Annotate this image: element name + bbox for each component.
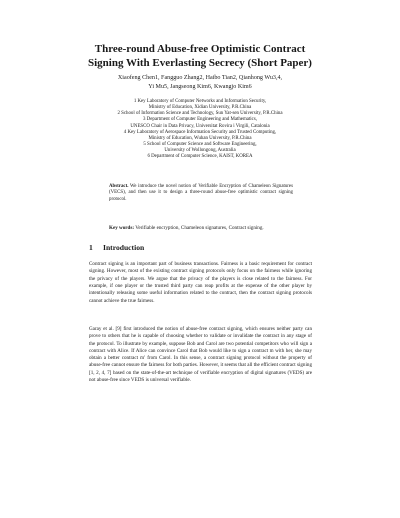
affiliation-line: 3 Department of Computer Engineering and Mathematics, [143,117,257,123]
abstract [109,184,293,203]
affiliation-line: 2 School of Information Science and Technology, Sun Yat-sen University, P.R.China [117,111,283,117]
paper-title [40,43,360,70]
affiliation-line: Ministry of Education, Wuhan University, P.R.China [148,135,252,141]
section-heading [89,243,144,252]
title-line-1: Three-round Abuse-free Optimistic Contract [94,43,306,55]
author-line-1: Xiaofeng Chen1, Fangguo Zhang2, Haibo Tian2, Qianhong Wu3,4, [117,75,283,81]
affiliation-line: 1 Key Laboratory of Computer Networks and Information Security, [133,99,267,104]
abstract-text: We introduce the novel notion of Verifiable Encryption of Chameleon Signatures (VECS), and then use it to design a three-round abuse-free optimistic contract signing protocol. [109,184,293,202]
affiliation-line: University of Wollongong, Australia [164,148,236,154]
affiliation-list [40,99,360,161]
section-number: 1 [89,243,93,252]
keywords-text: Verifiable encryption, Chameleon signatures, Contract signing. [135,225,264,231]
affiliation-line: 5 School of Computer Science and Software Engineering, [143,142,257,148]
affiliation-line: UNESCO Chair in Data Privacy, Universitat Rovira i Virgili, Catalonia [130,123,270,129]
keywords [109,225,309,231]
author-line-2: Yi Mu5, Jangseong Kim6, Kwangjo Kim6 [148,83,252,90]
affiliation-line: 6 Department of Computer Science, KAIST, KOREA [147,154,253,160]
intro-paragraph-1: Contract signing is an important part of business transactions. Fairness is a basic requirement for contract signing. However, most of the existing contract signing protocols only focus on the fairness while ignoring the privacy of the players. We argue that the privacy of the players is close related to the fairness. For example, if one player or the trusted third party can reap profits at the expense of the other player by intentionally releasing some useful information related to the contract, then the contract signing protocols cannot achieve the true fairness. [89,261,312,304]
affiliation-line: 4 Key Laboratory of Aerospace Information Security and Trusted Computing, [123,129,277,135]
affiliation-line: Ministry of Education, Xidian University, P.R.China [148,105,252,111]
abstract-label: Abstract. [109,184,129,189]
keywords-label: Key words: [109,225,135,231]
author-list [40,74,360,91]
title-line-2: Signing With Everlasting Secrecy (Short Paper) [88,56,312,69]
intro-paragraph-2: Garay et al. [9] first introduced the notion of abuse-free contract signing, which ensures neither party can prove to others that he is capable of choosing whether to validate or invalidate the contract in any stage of the protocol. To illustrate by example, suppose Bob and Carol are two potential competitors who will sign a contract with Alice. If Alice can convince Carol that Bob would like to sign a contract m with her, she may obtain a better contract m′ from Carol. In this sense, a contract signing protocol without the property of abuse-free cannot ensure the fairness for both parties. However, it seems that all the efficient contract signing [1, 2, 4, 7] based on the state-of-the-art technique of verifiable encryption of digital signatures (VEDS) are not abuse-free since VEDS is universal verifiable. [89,326,312,384]
section-title: Introduction [103,243,145,252]
